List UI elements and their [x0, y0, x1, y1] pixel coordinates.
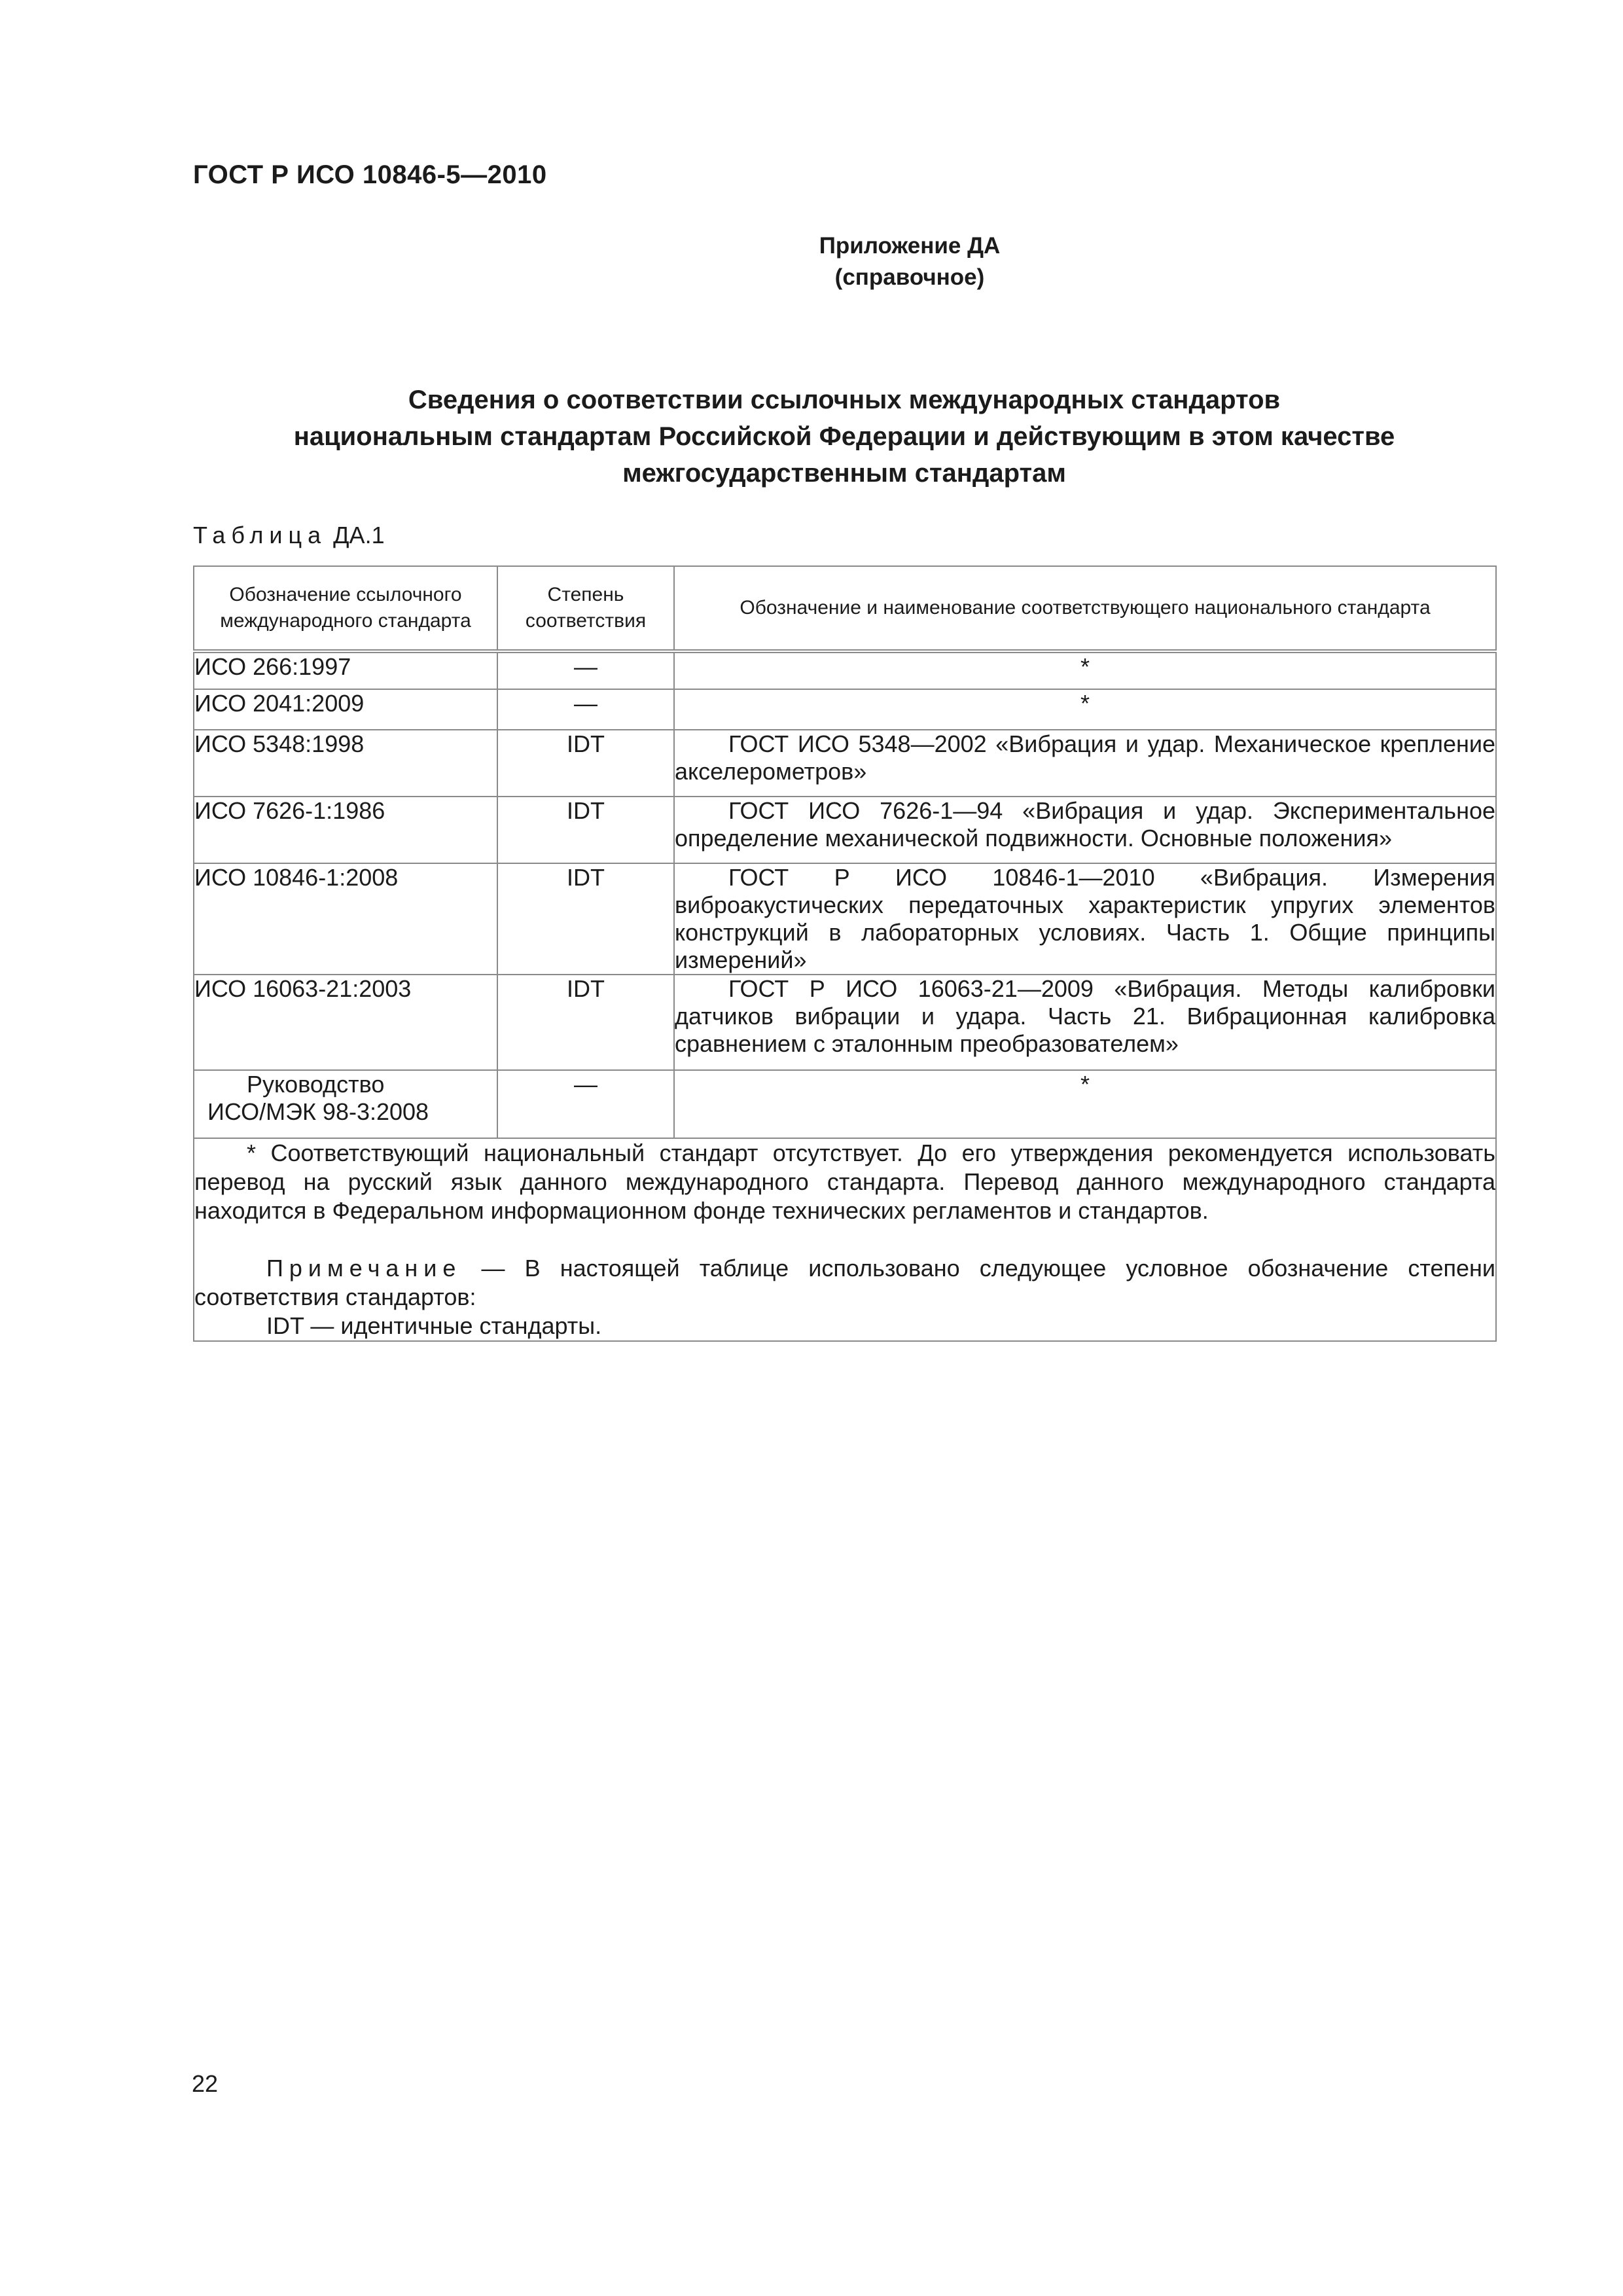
- table-caption-word: Таблица: [193, 522, 327, 548]
- intl-standard-cell: ИСО 2041:2009: [194, 689, 497, 730]
- intl-standard-cell: ИСО 266:1997: [194, 651, 497, 689]
- national-standard-cell: *: [674, 651, 1496, 689]
- national-standard-cell: ГОСТ Р ИСО 10846-1—2010 «Вибрация. Измерения виброакустических передаточных характеристик упругих элементов конструкций в лабораторных условиях. Часть 1. Общие принципы измерений»: [675, 864, 1495, 973]
- degree-cell: —: [497, 1070, 674, 1138]
- intl-standard-line: Руководство: [247, 1071, 385, 1098]
- degree-cell: IDT: [497, 730, 674, 797]
- intl-standard-cell: ИСО 7626-1:1986: [194, 797, 497, 863]
- national-standard-cell: ГОСТ Р ИСО 16063-21—2009 «Вибрация. Методы калибровки датчиков вибрации и удара. Часть 21. Вибрационная калибровка сравнением с эталонным преобразователем»: [674, 975, 1496, 1070]
- table-footnote: * Соответствующий национальный стандарт отсутствует. До его утверждения рекомендуется использовать перевод на русский язык данного международного стандарта. Перевод данного международного стандарта находится в Федеральном информационном фонде технических регламентов и стандартов.: [194, 1139, 1495, 1224]
- page-number: 22: [192, 2070, 219, 2097]
- national-standard-cell: *: [674, 689, 1496, 730]
- table-notes-row: [194, 1138, 1496, 1341]
- table-caption: [193, 522, 385, 549]
- note-label: Примечание: [266, 1255, 462, 1282]
- section-title-line: Сведения о соответствии ссылочных международных стандартов: [408, 386, 1281, 414]
- table-row: [194, 730, 1496, 797]
- column-header-degree: Степень соответствия: [497, 566, 674, 651]
- note-text: — В настоящей таблице использовано следующее условное обозначение степени соответствия стандартов:: [194, 1255, 1495, 1310]
- national-standard-cell: *: [674, 1070, 1496, 1138]
- degree-cell: —: [497, 689, 674, 730]
- annex-title: Приложение ДА: [819, 233, 1001, 259]
- table-row: [194, 863, 1496, 975]
- table-row: [194, 975, 1496, 1070]
- table-header-row: [194, 566, 1496, 651]
- degree-cell: IDT: [497, 797, 674, 863]
- intl-standard-cell: [194, 1070, 497, 1138]
- intl-standard-cell: ИСО 10846-1:2008: [194, 863, 497, 975]
- national-standard-cell: ГОСТ ИСО 5348—2002 «Вибрация и удар. Механическое крепление акселерометров»: [674, 730, 1496, 797]
- degree-cell: IDT: [497, 863, 674, 975]
- table-row: [194, 797, 1496, 863]
- table-row: [194, 689, 1496, 730]
- document-code: ГОСТ Р ИСО 10846-5—2010: [193, 160, 547, 189]
- annex-heading: [0, 230, 1623, 293]
- column-header-national: Обозначение и наименование соответствующего национального стандарта: [674, 566, 1496, 651]
- standards-table: [193, 565, 1497, 1342]
- intl-standard-cell: ИСО 5348:1998: [194, 730, 497, 797]
- column-header-intl: Обозначение ссылочного международного стандарта: [194, 566, 497, 651]
- intl-standard-cell: ИСО 16063-21:2003: [194, 975, 497, 1070]
- table-note: [194, 1254, 1495, 1312]
- degree-cell: —: [497, 651, 674, 689]
- table-row: [194, 1070, 1496, 1138]
- note-item: IDT — идентичные стандарты.: [266, 1312, 602, 1339]
- table-caption-number: ДА.1: [333, 522, 385, 548]
- annex-kind: (справочное): [834, 264, 985, 290]
- section-title-line: межгосударственным стандартам: [622, 459, 1066, 488]
- national-standard-cell: ГОСТ ИСО 7626-1—94 «Вибрация и удар. Экспериментальное определение механической подвижности. Основные положения»: [674, 797, 1496, 863]
- intl-standard-line: ИСО/МЭК 98-3:2008: [207, 1098, 429, 1125]
- section-title: [216, 382, 1472, 492]
- table-notes: [194, 1138, 1496, 1341]
- section-title-line: национальным стандартам Российской Федерации и действующим в этом качестве: [293, 422, 1395, 451]
- degree-cell: IDT: [497, 975, 674, 1070]
- table-row: [194, 651, 1496, 689]
